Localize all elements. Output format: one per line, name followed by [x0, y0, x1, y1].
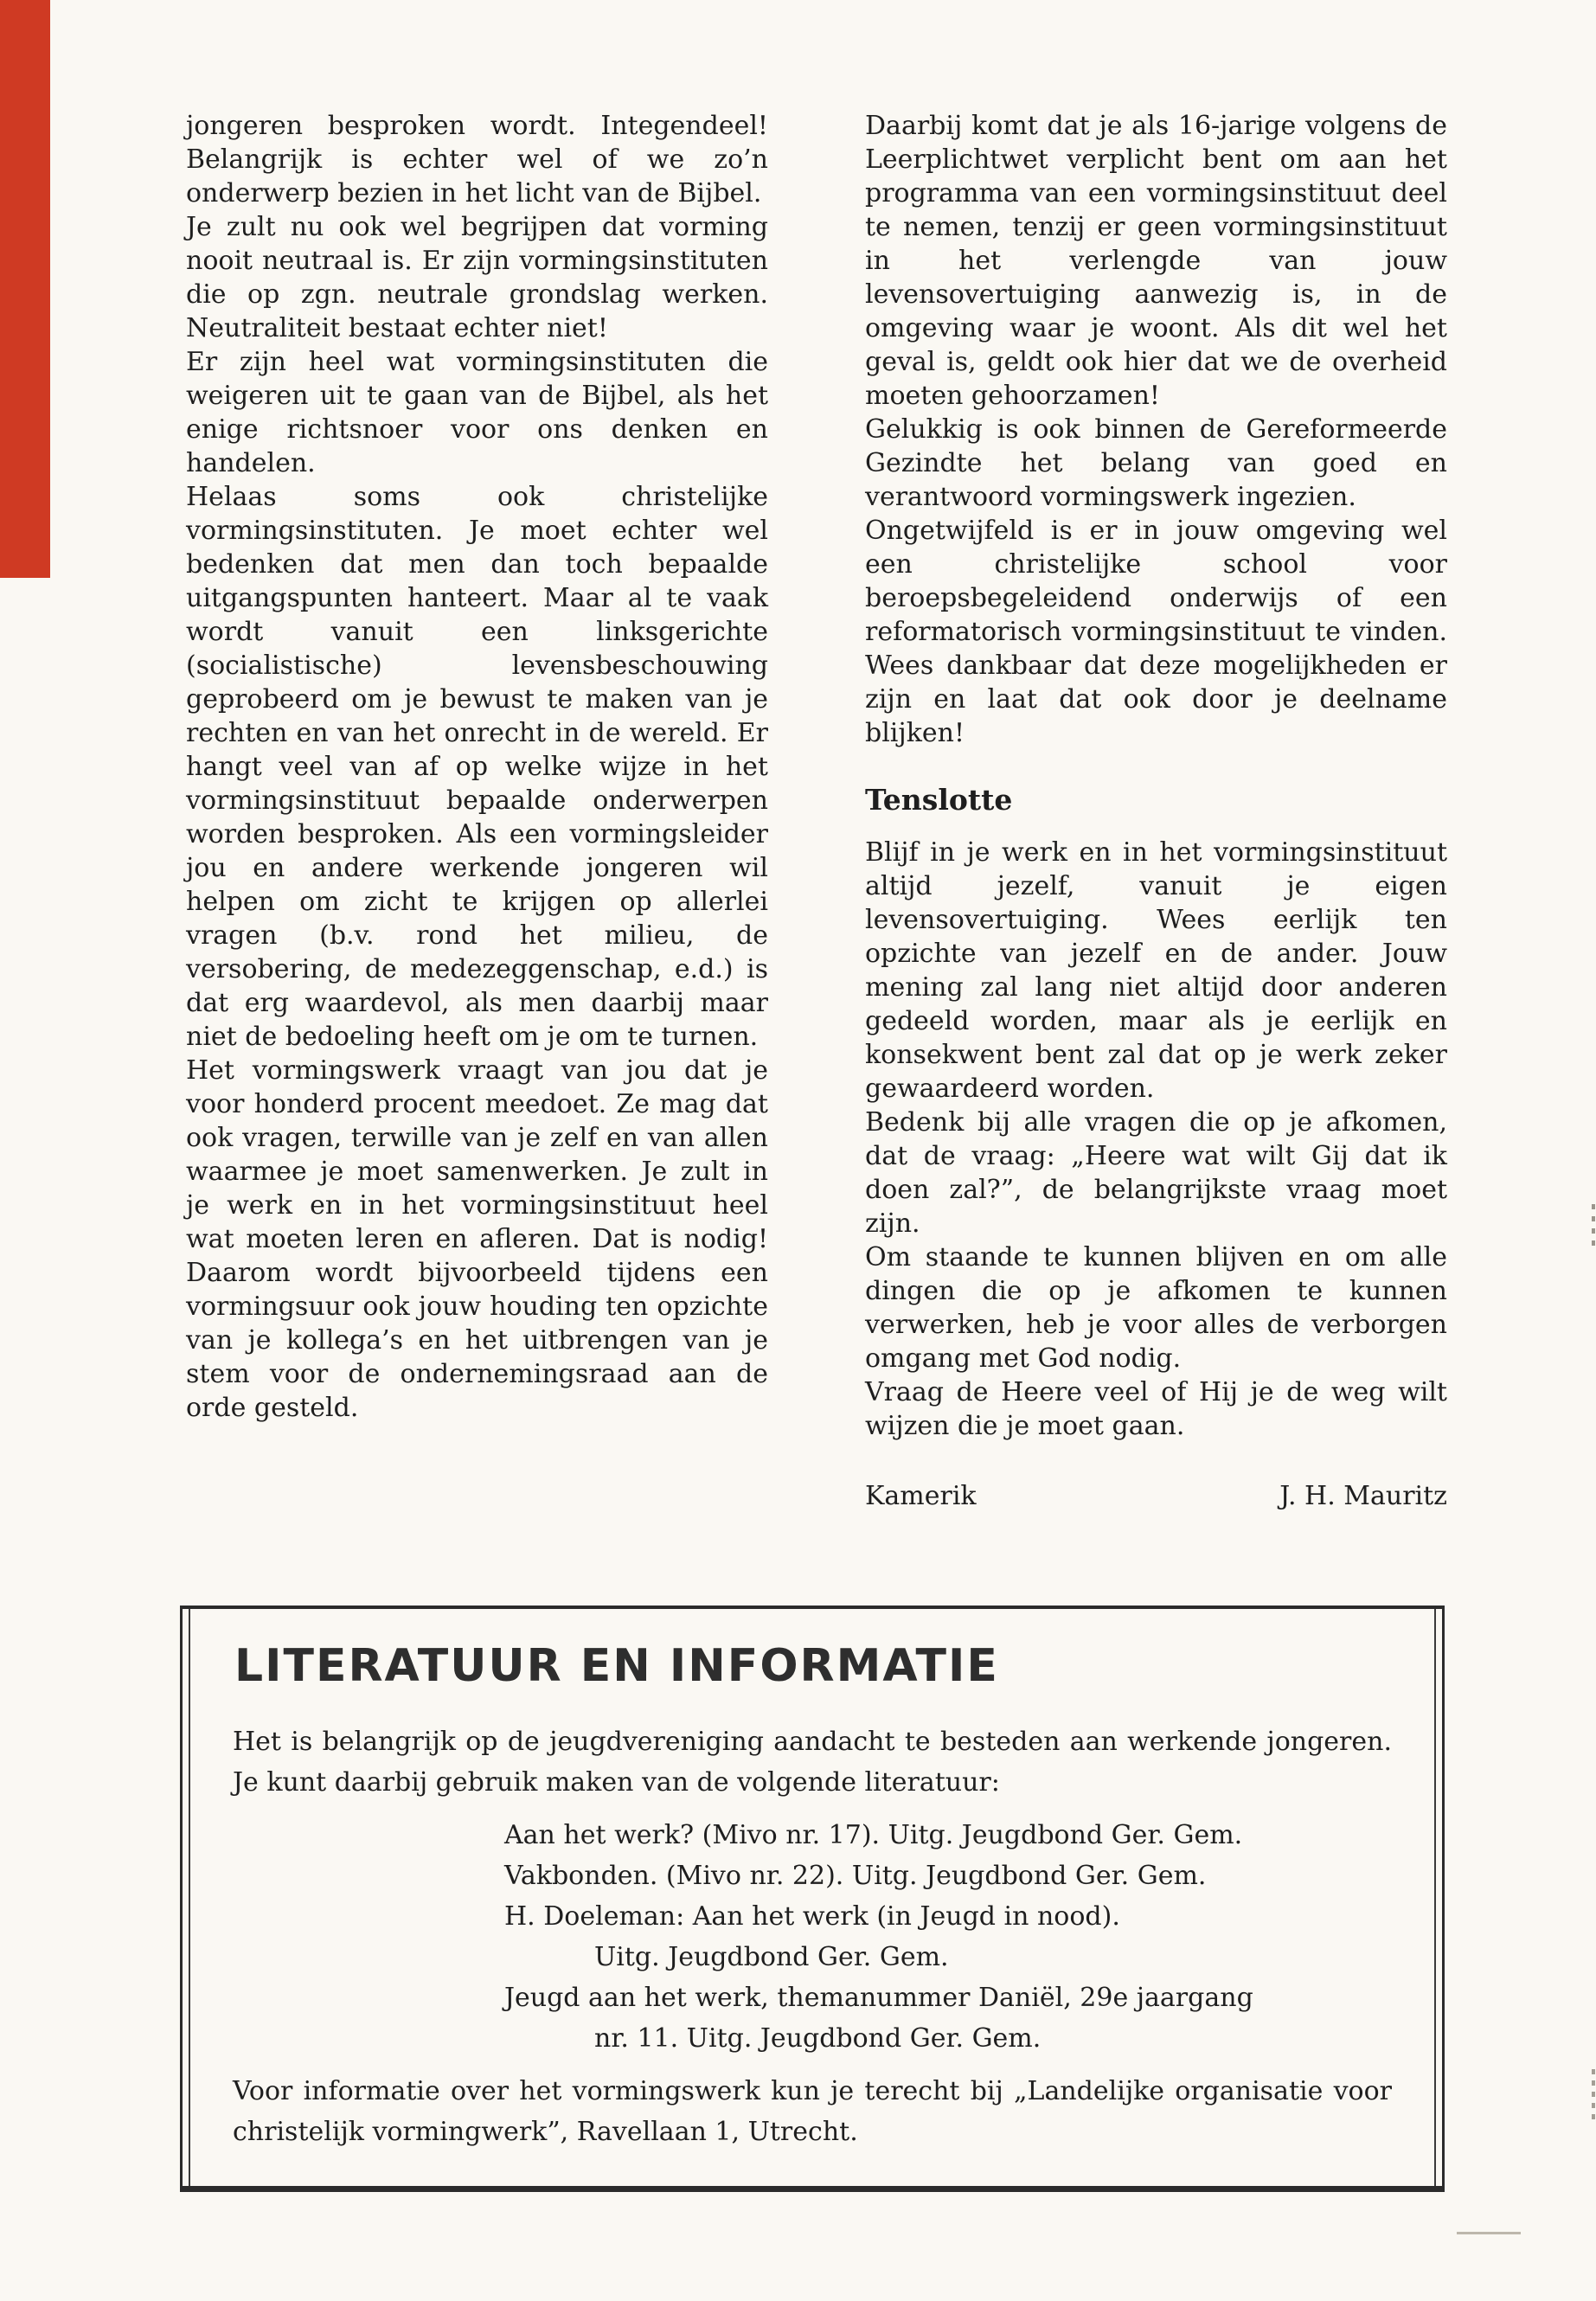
- paragraph: Blijf in je werk en in het vormingsinstituut altijd jezelf, vanuit je eigen levensovertuiging. Wees eerlijk ten opzichte van jezelf en de ander. Jouw mening zal lang niet altijd door anderen gedeeld worden, maar als je eerlijk en konsekwent bent zal dat op je werk zeker gewaardeerd worden.: [865, 837, 1447, 1104]
- paragraph: Daarbij komt dat je als 16-jarige volgens de Leerplichtwet verplicht bent om aan het programma van een vormingsinstituut deel te nemen, tenzij er geen vormingsinstituut in het verlengde van jouw levensovertuiging aanwezig is, in de omgeving waar je woont. Als dit wel het geval is, geldt ook hier dat we de overheid moeten gehoorzamen!: [865, 111, 1447, 411]
- paragraph: Er zijn heel wat vormingsinstituten die weigeren uit te gaan van de Bijbel, als het enige richtsnoer voor ons denken en handelen.: [186, 347, 768, 478]
- paragraph: Je zult nu ook wel begrijpen dat vorming nooit neutraal is. Er zijn vormingsinstituten die op zgn. neutrale grondslag werken. Neutraliteit bestaat echter niet!: [186, 212, 768, 343]
- paragraph: Gelukkig is ook binnen de Gereformeerde Gezindte het belang van goed en verantwoord vormingswerk ingezien.: [865, 414, 1447, 512]
- paragraph: Bedenk bij alle vragen die op je afkomen, dat de vraag: „Heere wat wilt Gij dat ik doen zal?”, de belangrijkste vraag moet zijn.: [865, 1107, 1447, 1239]
- box-title: LITERATUUR EN INFORMATIE: [234, 1640, 999, 1692]
- signature-author: J. H. Mauritz: [1279, 1481, 1447, 1511]
- literature-info-box: [180, 1606, 1445, 2192]
- literature-list: [233, 1815, 1392, 2059]
- scan-artifact: [1592, 1204, 1595, 1249]
- section-heading-tenslotte: Tenslotte: [865, 783, 1013, 817]
- paragraph: Ongetwijfeld is er in jouw omgeving wel een christelijke school voor beroepsbegeleidend onderwijs of een reformatorisch vormingsinstituut te vinden. Wees dankbaar dat deze mogelijkheden er zijn en laat dat ook door je deelname blijken!: [865, 516, 1447, 748]
- box-footer-paragraph: Voor informatie over het vormingswerk kun je terecht bij „Landelijke organisatie voor christelijk vormingwerk”, Ravellaan 1, Utrecht.: [233, 2076, 1392, 2147]
- box-inner-rule-right: [1434, 1609, 1436, 2186]
- literature-item: Aan het werk? (Mivo nr. 17). Uitg. Jeugdbond Ger. Gem.: [504, 1820, 1243, 1850]
- paragraph: Het vormingswerk vraagt van jou dat je voor honderd procent meedoet. Ze mag dat ook vragen, terwille van je zelf en van allen waarmee je moet samenwerken. Je zult in je werk en in het vormingsinstituut heel wat moeten leren en afleren. Dat is nodig! Daarom wordt bijvoorbeeld tijdens een vormingsuur ook jouw houding ten opzichte van je kollega’s en het uitbrengen van je stem voor de ondernemingsraad aan de orde gesteld.: [186, 1055, 768, 1423]
- red-margin-stripe: [0, 0, 50, 578]
- literature-item-continuation: nr. 11. Uitg. Jeugdbond Ger. Gem.: [594, 2023, 1042, 2054]
- article-body: [186, 109, 1447, 1511]
- scan-artifact: [1592, 2069, 1595, 2121]
- left-column: [186, 109, 768, 1511]
- paragraph: jongeren besproken wordt. Integendeel! Belangrijk is echter wel of we zo’n onderwerp bezien in het licht van de Bijbel.: [186, 111, 768, 208]
- literature-item: Jeugd aan het werk, themanummer Daniël, 29e jaargang: [504, 1983, 1253, 2013]
- box-inner-rule-left: [189, 1609, 190, 2186]
- literature-item: Vakbonden. (Mivo nr. 22). Uitg. Jeugdbond Ger. Gem.: [504, 1861, 1207, 1891]
- signature-place: Kamerik: [865, 1481, 977, 1511]
- right-column: [865, 109, 1447, 1511]
- paragraph: Helaas soms ook christelijke vormingsinstituten. Je moet echter wel bedenken dat men dan toch bepaalde uitgangspunten hanteert. Maar al te vaak wordt vanuit een linksgerichte (socialistische) levensbeschouwing geprobeerd om je bewust te maken van je rechten en van het onrecht in de wereld. Er hangt veel van af op welke wijze in het vormingsinstituut bepaalde onderwerpen worden besproken. Als een vormingsleider jou en andere werkende jongeren wil helpen om zicht te krijgen op allerlei vragen (b.v. rond het milieu, de versobering, de medezeggenschap, e.d.) is dat erg waardevol, als men daarbij maar niet de bedoeling heeft om je om te turnen.: [186, 482, 768, 1052]
- paragraph: Vraag de Heere veel of Hij je de weg wilt wijzen die je moet gaan.: [865, 1377, 1447, 1441]
- paragraph: Om staande te kunnen blijven en om alle dingen die op je afkomen te kunnen verwerken, heb je voor alles de verborgen omgang met God nodig.: [865, 1242, 1447, 1374]
- scan-artifact: [1457, 2232, 1521, 2234]
- literature-item: H. Doeleman: Aan het werk (in Jeugd in nood).: [504, 1901, 1120, 1932]
- literature-item-continuation: Uitg. Jeugdbond Ger. Gem.: [594, 1942, 949, 1972]
- signature-row: [865, 1481, 1447, 1511]
- box-intro-paragraph: Het is belangrijk op de jeugdvereniging aandacht te besteden aan werkende jongeren. Je kunt daarbij gebruik maken van de volgende literatuur:: [233, 1727, 1392, 1798]
